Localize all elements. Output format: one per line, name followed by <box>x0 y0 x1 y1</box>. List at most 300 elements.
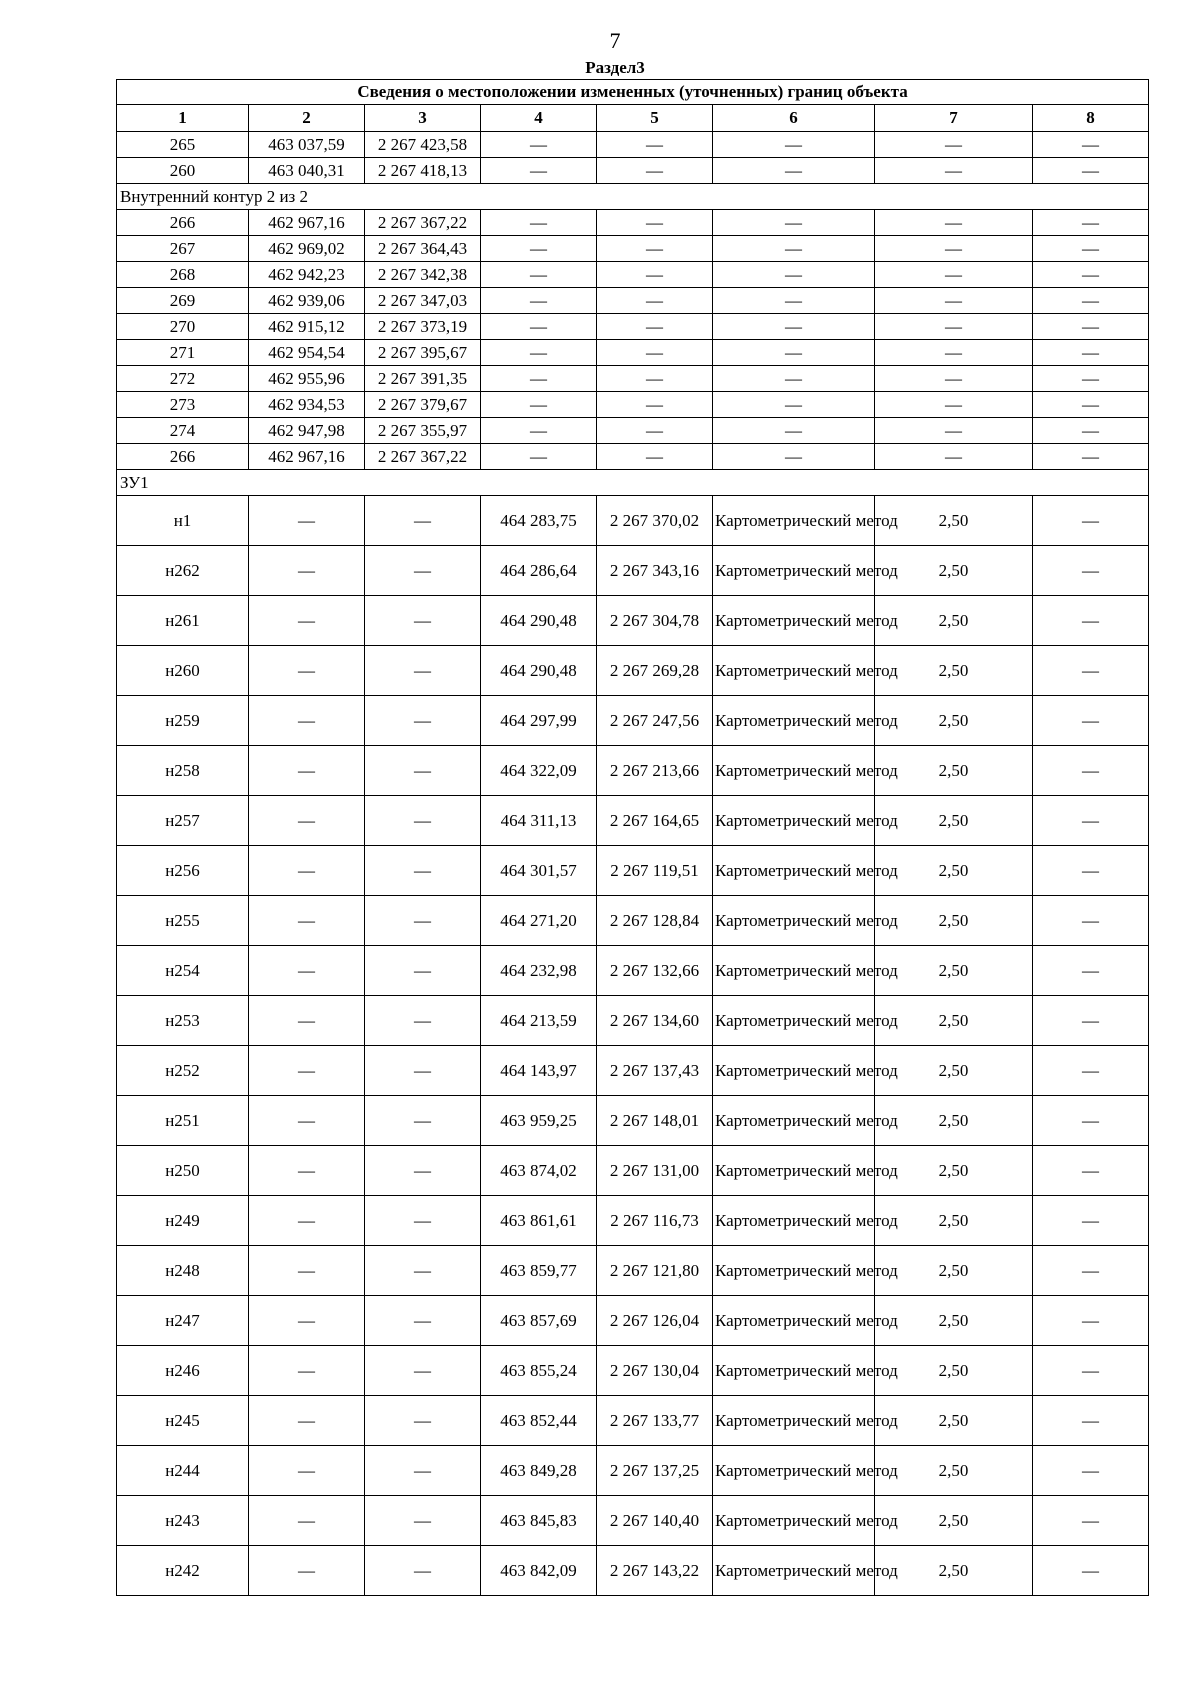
table-cell: — <box>597 366 713 392</box>
table-cell: 2 267 347,03 <box>365 288 481 314</box>
table-cell: — <box>481 392 597 418</box>
table-cell: 272 <box>117 366 249 392</box>
table-cell: 267 <box>117 236 249 262</box>
table-cell: 462 915,12 <box>249 314 365 340</box>
table-cell: — <box>365 1396 481 1446</box>
table-cell: 2,50 <box>875 646 1033 696</box>
table-cell: — <box>249 796 365 846</box>
table-cell: 2,50 <box>875 1346 1033 1396</box>
table-cell: 2,50 <box>875 846 1033 896</box>
table-cell: — <box>249 846 365 896</box>
table-cell: — <box>597 262 713 288</box>
table-cell: 268 <box>117 262 249 288</box>
column-header: 8 <box>1033 105 1149 132</box>
table-row <box>117 444 1149 470</box>
table-cell: 462 954,54 <box>249 340 365 366</box>
table-cell: 463 874,02 <box>481 1146 597 1196</box>
table-caption-row <box>117 80 1149 105</box>
table-cell: — <box>249 1446 365 1496</box>
table-cell: 464 232,98 <box>481 946 597 996</box>
table-cell: 2 267 342,38 <box>365 262 481 288</box>
table-cell: — <box>875 158 1033 184</box>
table-cell: 463 842,09 <box>481 1546 597 1596</box>
table-cell: 2 267 269,28 <box>597 646 713 696</box>
method-cell: Картометрический метод <box>713 796 875 846</box>
table-cell: н255 <box>117 896 249 946</box>
table-cell: — <box>365 996 481 1046</box>
table-cell: 462 967,16 <box>249 444 365 470</box>
method-cell: Картометрический метод <box>713 896 875 946</box>
table-cell: 2 267 130,04 <box>597 1346 713 1396</box>
table-row <box>117 896 1149 946</box>
table-body <box>117 132 1149 1596</box>
method-cell: Картометрический метод <box>713 946 875 996</box>
table-cell: — <box>713 132 875 158</box>
column-header: 1 <box>117 105 249 132</box>
table-cell: 463 859,77 <box>481 1246 597 1296</box>
table-cell: 463 861,61 <box>481 1196 597 1246</box>
table-cell: — <box>481 366 597 392</box>
table-row <box>117 366 1149 392</box>
table-cell: — <box>597 288 713 314</box>
table-cell: — <box>713 340 875 366</box>
table-row <box>117 1446 1149 1496</box>
table-cell: — <box>597 444 713 470</box>
table-cell: 2 267 121,80 <box>597 1246 713 1296</box>
table-cell: — <box>365 1246 481 1296</box>
table-cell: 2,50 <box>875 1546 1033 1596</box>
table-cell: 2,50 <box>875 1146 1033 1196</box>
method-cell: Картометрический метод <box>713 746 875 796</box>
table-cell: 462 967,16 <box>249 210 365 236</box>
coordinates-table <box>116 79 1149 1596</box>
table-cell: 2,50 <box>875 696 1033 746</box>
method-cell: Картометрический метод <box>713 1246 875 1296</box>
table-cell: 2 267 355,97 <box>365 418 481 444</box>
table-row <box>117 340 1149 366</box>
group-label: Внутренний контур 2 из 2 <box>117 184 1149 210</box>
table-cell: — <box>365 1546 481 1596</box>
table-cell: н246 <box>117 1346 249 1396</box>
table-cell: 2 267 137,43 <box>597 1046 713 1096</box>
table-cell: 2 267 370,02 <box>597 496 713 546</box>
table-cell: — <box>365 696 481 746</box>
table-cell: — <box>365 1296 481 1346</box>
table-cell: 2,50 <box>875 946 1033 996</box>
table-cell: — <box>365 1046 481 1096</box>
group-row <box>117 184 1149 210</box>
table-cell: 2 267 134,60 <box>597 996 713 1046</box>
method-cell: Картометрический метод <box>713 1196 875 1246</box>
method-cell: Картометрический метод <box>713 1146 875 1196</box>
table-cell: — <box>249 1146 365 1196</box>
table-cell: — <box>249 996 365 1046</box>
table-cell: 2 267 126,04 <box>597 1296 713 1346</box>
table-cell: — <box>875 418 1033 444</box>
table-cell: — <box>481 210 597 236</box>
table-row <box>117 1096 1149 1146</box>
table-cell: — <box>597 210 713 236</box>
table-cell: — <box>713 392 875 418</box>
table-cell: 462 934,53 <box>249 392 365 418</box>
table-cell: — <box>365 1146 481 1196</box>
table-cell: 2,50 <box>875 1046 1033 1096</box>
table-cell: 2 267 379,67 <box>365 392 481 418</box>
table-row <box>117 1346 1149 1396</box>
table-cell: — <box>1033 262 1149 288</box>
table-cell: 2 267 418,13 <box>365 158 481 184</box>
table-row <box>117 132 1149 158</box>
table-cell: н242 <box>117 1546 249 1596</box>
table-cell: — <box>875 288 1033 314</box>
table-cell: — <box>249 1546 365 1596</box>
table-cell: 2 267 133,77 <box>597 1396 713 1446</box>
table-cell: — <box>365 946 481 996</box>
table-cell: — <box>875 262 1033 288</box>
table-cell: 2 267 367,22 <box>365 444 481 470</box>
table-cell: 269 <box>117 288 249 314</box>
table-cell: — <box>713 288 875 314</box>
method-cell: Картометрический метод <box>713 1096 875 1146</box>
table-cell: 2 267 367,22 <box>365 210 481 236</box>
table-cell: — <box>481 418 597 444</box>
table-cell: 2 267 423,58 <box>365 132 481 158</box>
table-cell: — <box>1033 366 1149 392</box>
table-cell: 463 037,59 <box>249 132 365 158</box>
table-cell: н249 <box>117 1196 249 1246</box>
table-row <box>117 946 1149 996</box>
table-cell: 2 267 140,40 <box>597 1496 713 1546</box>
table-cell: 266 <box>117 210 249 236</box>
table-cell: н243 <box>117 1496 249 1546</box>
table-cell: 462 942,23 <box>249 262 365 288</box>
table-row <box>117 796 1149 846</box>
table-cell: — <box>1033 1496 1149 1546</box>
table-cell: — <box>713 418 875 444</box>
table-cell: — <box>597 392 713 418</box>
table-cell: — <box>875 314 1033 340</box>
column-header: 2 <box>249 105 365 132</box>
table-cell: — <box>1033 546 1149 596</box>
column-header: 4 <box>481 105 597 132</box>
table-cell: — <box>1033 596 1149 646</box>
table-cell: — <box>875 132 1033 158</box>
method-cell: Картометрический метод <box>713 1446 875 1496</box>
method-cell: Картометрический метод <box>713 646 875 696</box>
table-cell: — <box>249 696 365 746</box>
table-row <box>117 158 1149 184</box>
table-row <box>117 1496 1149 1546</box>
table-cell: — <box>713 262 875 288</box>
table-cell: — <box>1033 646 1149 696</box>
table-row <box>117 546 1149 596</box>
table-cell: 464 322,09 <box>481 746 597 796</box>
table-row <box>117 1546 1149 1596</box>
table-cell: — <box>597 418 713 444</box>
table-cell: — <box>365 1346 481 1396</box>
method-cell: Картометрический метод <box>713 1496 875 1546</box>
method-cell: Картометрический метод <box>713 496 875 546</box>
table-cell: — <box>1033 340 1149 366</box>
table-row <box>117 996 1149 1046</box>
table-cell: — <box>365 846 481 896</box>
table-cell: 2 267 391,35 <box>365 366 481 392</box>
table-row <box>117 314 1149 340</box>
table-cell: — <box>1033 158 1149 184</box>
table-cell: — <box>1033 1096 1149 1146</box>
table-cell: — <box>1033 1246 1149 1296</box>
method-cell: Картометрический метод <box>713 1296 875 1346</box>
table-cell: 270 <box>117 314 249 340</box>
table-cell: — <box>365 796 481 846</box>
group-label: ЗУ1 <box>117 470 1149 496</box>
column-header: 3 <box>365 105 481 132</box>
table-cell: 2,50 <box>875 1396 1033 1446</box>
table-row <box>117 596 1149 646</box>
table-cell: — <box>481 288 597 314</box>
method-cell: Картометрический метод <box>713 546 875 596</box>
table-cell: — <box>1033 796 1149 846</box>
table-cell: — <box>1033 418 1149 444</box>
table-cell: — <box>365 1446 481 1496</box>
table-cell: — <box>713 314 875 340</box>
method-cell: Картометрический метод <box>713 1346 875 1396</box>
table-row <box>117 236 1149 262</box>
table-row <box>117 746 1149 796</box>
method-cell: Картометрический метод <box>713 846 875 896</box>
table-cell: — <box>1033 1146 1149 1196</box>
table-cell: — <box>1033 236 1149 262</box>
table-cell: 2 267 148,01 <box>597 1096 713 1146</box>
column-header: 7 <box>875 105 1033 132</box>
table-cell: 2,50 <box>875 1496 1033 1546</box>
table-cell: 2,50 <box>875 496 1033 546</box>
table-cell: — <box>249 546 365 596</box>
method-cell: Картометрический метод <box>713 1546 875 1596</box>
table-cell: 2 267 304,78 <box>597 596 713 646</box>
table-cell: — <box>1033 846 1149 896</box>
table-cell: — <box>1033 444 1149 470</box>
method-cell: Картометрический метод <box>713 1396 875 1446</box>
table-cell: 463 959,25 <box>481 1096 597 1146</box>
table-cell: н245 <box>117 1396 249 1446</box>
table-cell: — <box>713 210 875 236</box>
table-cell: 462 947,98 <box>249 418 365 444</box>
table-cell: 2,50 <box>875 546 1033 596</box>
table-cell: 464 290,48 <box>481 596 597 646</box>
table-cell: — <box>249 946 365 996</box>
table-row <box>117 418 1149 444</box>
table-cell: — <box>1033 1546 1149 1596</box>
table-cell: 464 213,59 <box>481 996 597 1046</box>
method-cell: Картометрический метод <box>713 996 875 1046</box>
method-cell: Картометрический метод <box>713 1046 875 1096</box>
table-cell: — <box>249 646 365 696</box>
table-cell: н258 <box>117 746 249 796</box>
table-cell: — <box>1033 1196 1149 1246</box>
table-cell: — <box>1033 946 1149 996</box>
table-cell: — <box>597 132 713 158</box>
table-row <box>117 262 1149 288</box>
table-cell: — <box>481 132 597 158</box>
table-cell: н250 <box>117 1146 249 1196</box>
table-cell: 2,50 <box>875 1446 1033 1496</box>
table-cell: — <box>249 1246 365 1296</box>
table-cell: н254 <box>117 946 249 996</box>
table-cell: — <box>1033 1346 1149 1396</box>
table-cell: 2,50 <box>875 996 1033 1046</box>
table-cell: — <box>365 496 481 546</box>
table-cell: — <box>875 366 1033 392</box>
table-cell: 463 852,44 <box>481 1396 597 1446</box>
table-cell: — <box>1033 288 1149 314</box>
table-cell: 463 040,31 <box>249 158 365 184</box>
table-cell: 463 845,83 <box>481 1496 597 1546</box>
table-cell: 2,50 <box>875 896 1033 946</box>
table-cell: — <box>597 314 713 340</box>
table-row <box>117 1396 1149 1446</box>
table-cell: 462 939,06 <box>249 288 365 314</box>
table-cell: — <box>713 236 875 262</box>
table-cell: — <box>249 1396 365 1446</box>
table-cell: — <box>249 1046 365 1096</box>
table-row <box>117 288 1149 314</box>
table-cell: 271 <box>117 340 249 366</box>
table-cell: 2 267 132,66 <box>597 946 713 996</box>
table-cell: — <box>713 444 875 470</box>
table-cell: — <box>365 546 481 596</box>
table-cell: 266 <box>117 444 249 470</box>
table-cell: н259 <box>117 696 249 746</box>
table-cell: — <box>365 596 481 646</box>
table-cell: 2 267 116,73 <box>597 1196 713 1246</box>
table-cell: 464 271,20 <box>481 896 597 946</box>
table-row <box>117 1246 1149 1296</box>
table-cell: 2,50 <box>875 796 1033 846</box>
table-cell: — <box>1033 132 1149 158</box>
table-cell: 462 969,02 <box>249 236 365 262</box>
table-cell: 273 <box>117 392 249 418</box>
table-caption: Сведения о местоположении измененных (уточненных) границ объекта <box>117 80 1149 105</box>
table-row <box>117 1296 1149 1346</box>
table-header-row <box>117 105 1149 132</box>
table-cell: — <box>365 1196 481 1246</box>
table-cell: н248 <box>117 1246 249 1296</box>
column-header: 6 <box>713 105 875 132</box>
table-cell: — <box>597 158 713 184</box>
table-row <box>117 496 1149 546</box>
table-cell: 260 <box>117 158 249 184</box>
table-cell: н260 <box>117 646 249 696</box>
table-cell: — <box>481 262 597 288</box>
table-cell: 2 267 131,00 <box>597 1146 713 1196</box>
table-cell: 2 267 143,22 <box>597 1546 713 1596</box>
table-cell: н1 <box>117 496 249 546</box>
table-cell: — <box>365 1096 481 1146</box>
table-cell: — <box>875 236 1033 262</box>
table-cell: н257 <box>117 796 249 846</box>
method-cell: Картометрический метод <box>713 596 875 646</box>
table-cell: 2 267 373,19 <box>365 314 481 340</box>
table-cell: — <box>597 236 713 262</box>
table-cell: — <box>597 340 713 366</box>
table-cell: 2 267 247,56 <box>597 696 713 746</box>
table-cell: — <box>481 444 597 470</box>
table-row <box>117 1146 1149 1196</box>
table-cell: — <box>365 1496 481 1546</box>
table-cell: н262 <box>117 546 249 596</box>
table-cell: 464 286,64 <box>481 546 597 596</box>
table-cell: 464 301,57 <box>481 846 597 896</box>
table-cell: — <box>875 210 1033 236</box>
table-cell: н253 <box>117 996 249 1046</box>
table-cell: 2,50 <box>875 596 1033 646</box>
table-cell: — <box>1033 1396 1149 1446</box>
table-cell: — <box>365 646 481 696</box>
table-cell: — <box>249 896 365 946</box>
table-cell: 464 297,99 <box>481 696 597 746</box>
table-cell: — <box>1033 1046 1149 1096</box>
table-cell: — <box>875 392 1033 418</box>
table-row <box>117 646 1149 696</box>
table-cell: 464 283,75 <box>481 496 597 546</box>
table-cell: 464 311,13 <box>481 796 597 846</box>
table-cell: — <box>249 1096 365 1146</box>
table-cell: 464 290,48 <box>481 646 597 696</box>
table-cell: 2,50 <box>875 1246 1033 1296</box>
table-cell: — <box>1033 996 1149 1046</box>
table-cell: 463 849,28 <box>481 1446 597 1496</box>
table-row <box>117 392 1149 418</box>
table-cell: 2 267 119,51 <box>597 846 713 896</box>
table-cell: — <box>249 746 365 796</box>
table-cell: 2,50 <box>875 1096 1033 1146</box>
table-cell: н261 <box>117 596 249 646</box>
table-cell: 2,50 <box>875 1296 1033 1346</box>
table-cell: — <box>481 236 597 262</box>
table-cell: н244 <box>117 1446 249 1496</box>
column-header: 5 <box>597 105 713 132</box>
table-cell: — <box>249 1296 365 1346</box>
table-cell: 2 267 343,16 <box>597 546 713 596</box>
table-cell: — <box>249 596 365 646</box>
table-cell: 2 267 395,67 <box>365 340 481 366</box>
table-cell: н247 <box>117 1296 249 1346</box>
table-row <box>117 846 1149 896</box>
table-cell: — <box>1033 1446 1149 1496</box>
table-cell: — <box>481 158 597 184</box>
page-number: 7 <box>609 28 621 53</box>
section-title: Раздел3 <box>585 58 645 77</box>
table-cell: 2 267 364,43 <box>365 236 481 262</box>
table-row <box>117 1046 1149 1096</box>
table-cell: — <box>1033 696 1149 746</box>
table-cell: — <box>1033 392 1149 418</box>
table-cell: — <box>249 496 365 546</box>
table-cell: — <box>1033 496 1149 546</box>
table-cell: — <box>365 746 481 796</box>
table-cell: — <box>249 1496 365 1546</box>
table-cell: — <box>875 340 1033 366</box>
table-cell: 464 143,97 <box>481 1046 597 1096</box>
table-cell: — <box>1033 314 1149 340</box>
table-cell: 2 267 137,25 <box>597 1446 713 1496</box>
table-cell: — <box>875 444 1033 470</box>
table-cell: — <box>1033 210 1149 236</box>
table-cell: 463 857,69 <box>481 1296 597 1346</box>
table-cell: 2,50 <box>875 1196 1033 1246</box>
table-row <box>117 696 1149 746</box>
